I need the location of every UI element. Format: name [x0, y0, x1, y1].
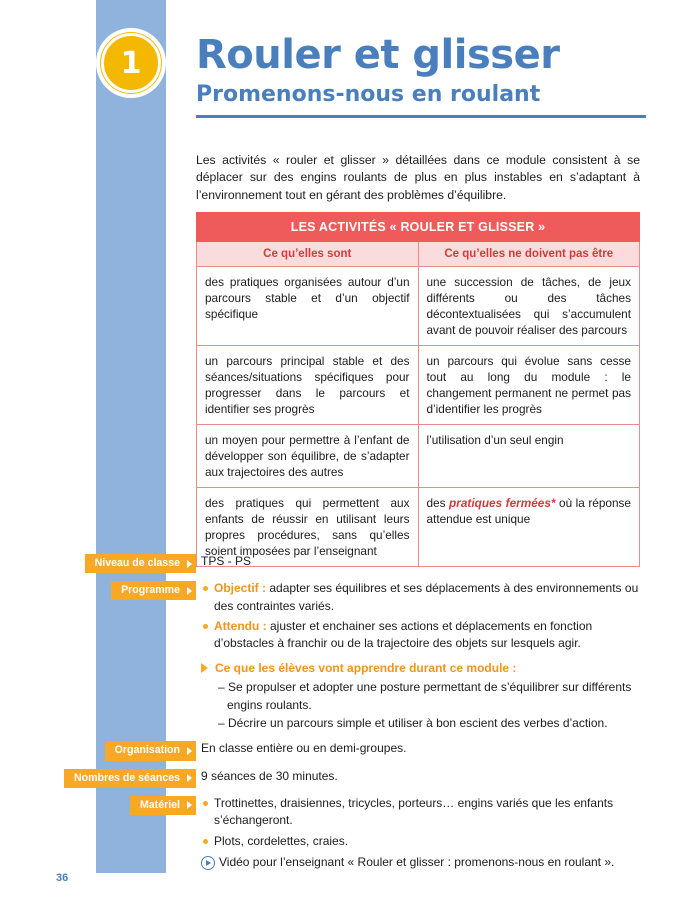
apprendre-item: – Décrire un parcours simple et utiliser à bon escient des verbes d’action.: [218, 715, 608, 730]
tag-arrow-icon: [187, 801, 192, 809]
info-section: [0, 552, 700, 871]
tag-label: Nombres de séances: [74, 771, 180, 784]
cell-text-suffix: où la réponse attendue est unique: [426, 496, 631, 527]
activities-table-wrapper: [196, 212, 640, 567]
table-title: LES ACTIVITÉS « ROULER ET GLISSER »: [197, 213, 640, 242]
bullet-dot-icon: [203, 801, 208, 806]
label-col-organisation: [0, 739, 196, 760]
seances-value: 9 séances de 30 minutes.: [201, 768, 338, 783]
cell-text-emphasis: pratiques fermées*: [449, 496, 556, 511]
materiel-item: [201, 795, 646, 830]
table-row: [197, 425, 640, 488]
content-programme: [196, 579, 700, 733]
attendu-text: ajuster et enchainer ses actions et déplacements en fonction d’obstacles à franchir ou de la trajectoire des objets sur lesquels agir.: [214, 619, 593, 651]
page-number: 36: [56, 872, 69, 884]
info-row-programme: [0, 579, 700, 733]
chapter-number: 1: [101, 33, 161, 93]
content-niveau: [196, 552, 700, 570]
objectif-label: Objectif :: [214, 581, 267, 596]
activities-table: [196, 212, 640, 567]
table-cell-left: un moyen pour permettre à l’enfant de développer son équilibre, de s’adapter aux trajectoires des autres: [197, 425, 419, 488]
programme-apprendre-heading: [201, 660, 646, 677]
table-cell-left: un parcours principal stable et des séances/situations spécifiques pour progresser dans le parcours et identifier ses progrès: [197, 346, 419, 425]
programme-objectif: [201, 580, 646, 615]
tag-arrow-icon: [187, 774, 192, 782]
left-band-bottom-spacer: [96, 873, 166, 907]
tag-label: Matériel: [139, 798, 180, 811]
title-divider: [196, 115, 646, 118]
table-col-right-header: Ce qu’elles ne doivent pas être: [418, 242, 640, 267]
page-subtitle: Promenons-nous en roulant: [196, 82, 541, 107]
video-text: Vidéo pour l’enseignant « Rouler et glisser : promenons-nous en roulant ».: [219, 855, 615, 869]
niveau-value: TPS - PS: [201, 554, 252, 568]
content-seances: [196, 767, 700, 785]
tag-materiel: [130, 796, 196, 815]
tag-label: Programme: [121, 584, 180, 597]
tag-programme: [111, 581, 196, 600]
intro-paragraph: Les activités « rouler et glisser » détaillées dans ce module consistent à se déplacer sur des engins roulants de plus en plus instables en s’adaptant à l’environnement tout en gérant des problèmes d’équilibre.: [196, 153, 640, 202]
materiel-item-text: Plots, cordelettes, craies.: [214, 833, 349, 848]
tag-nombres-de-seances: [64, 769, 196, 788]
page-header: [196, 34, 646, 118]
materiel-item: [201, 833, 646, 850]
info-row-seances: [0, 767, 700, 788]
label-col-niveau: [0, 552, 196, 573]
tag-arrow-icon: [187, 747, 192, 755]
info-row-materiel: [0, 794, 700, 872]
info-row-organisation: [0, 739, 700, 760]
programme-attendu: [201, 618, 646, 653]
tag-arrow-icon: [187, 587, 192, 595]
content-materiel: [196, 794, 700, 872]
label-col-seances: [0, 767, 196, 788]
table-row: [197, 267, 640, 346]
page-title: Rouler et glisser: [196, 32, 560, 78]
bullet-dot-icon: [203, 586, 208, 591]
attendu-label: Attendu :: [214, 619, 267, 634]
materiel-video: [201, 854, 646, 871]
table-col-left-header: Ce qu’elles sont: [197, 242, 419, 267]
play-video-icon: [201, 856, 215, 870]
table-cell-right: un parcours qui évolue sans cesse tout au long du module : le changement permanent ne permet pas d’identifier les progrès: [418, 346, 640, 425]
apprendre-item: – Se propulser et adopter une posture permettant de s’équilibrer sur différents engins roulants.: [218, 680, 632, 712]
materiel-item-text: Trottinettes, draisiennes, tricycles, porteurs… engins variés que les enfants s’échangeront.: [214, 795, 614, 828]
tag-organisation: [105, 741, 196, 760]
table-cell-right: l’utilisation d’un seul engin: [418, 425, 640, 488]
tag-arrow-icon: [187, 560, 192, 568]
tag-label: Niveau de classe: [94, 557, 180, 569]
table-cell-left: des pratiques qui permettent aux enfants de réussir en utilisant leurs propres procédures, sans qu’elles soient imposées par l’enseignant: [197, 488, 419, 567]
triangle-arrow-icon: [201, 663, 208, 673]
info-row-niveau: [0, 552, 700, 573]
label-col-programme: [0, 579, 196, 600]
table-cell-right: une succession de tâches, de jeux différents ou des tâches décontextualisées qui s’accumulent avant de pouvoir réaliser des parcours: [418, 267, 640, 346]
bullet-dot-icon: [203, 624, 208, 629]
cell-text-prefix: des: [426, 496, 450, 511]
apprendre-heading-text: Ce que les élèves vont apprendre durant ce module :: [215, 660, 517, 675]
label-col-materiel: [0, 794, 196, 815]
tag-niveau-de-classe: [85, 554, 196, 573]
bullet-dot-icon: [203, 839, 208, 844]
table-title-row: [197, 213, 640, 242]
table-cell-left: des pratiques organisées autour d’un parcours stable et d’un objectif spécifique: [197, 267, 419, 346]
objectif-text: adapter ses équilibres et ses déplacements à des environnements ou des contraintes variés.: [214, 581, 639, 613]
table-row: [197, 346, 640, 425]
organisation-value: En classe entière ou en demi-groupes.: [201, 741, 407, 756]
content-organisation: [196, 739, 700, 757]
chapter-badge: [96, 28, 166, 98]
table-header-row: [197, 242, 640, 267]
tag-label: Organisation: [114, 744, 180, 757]
